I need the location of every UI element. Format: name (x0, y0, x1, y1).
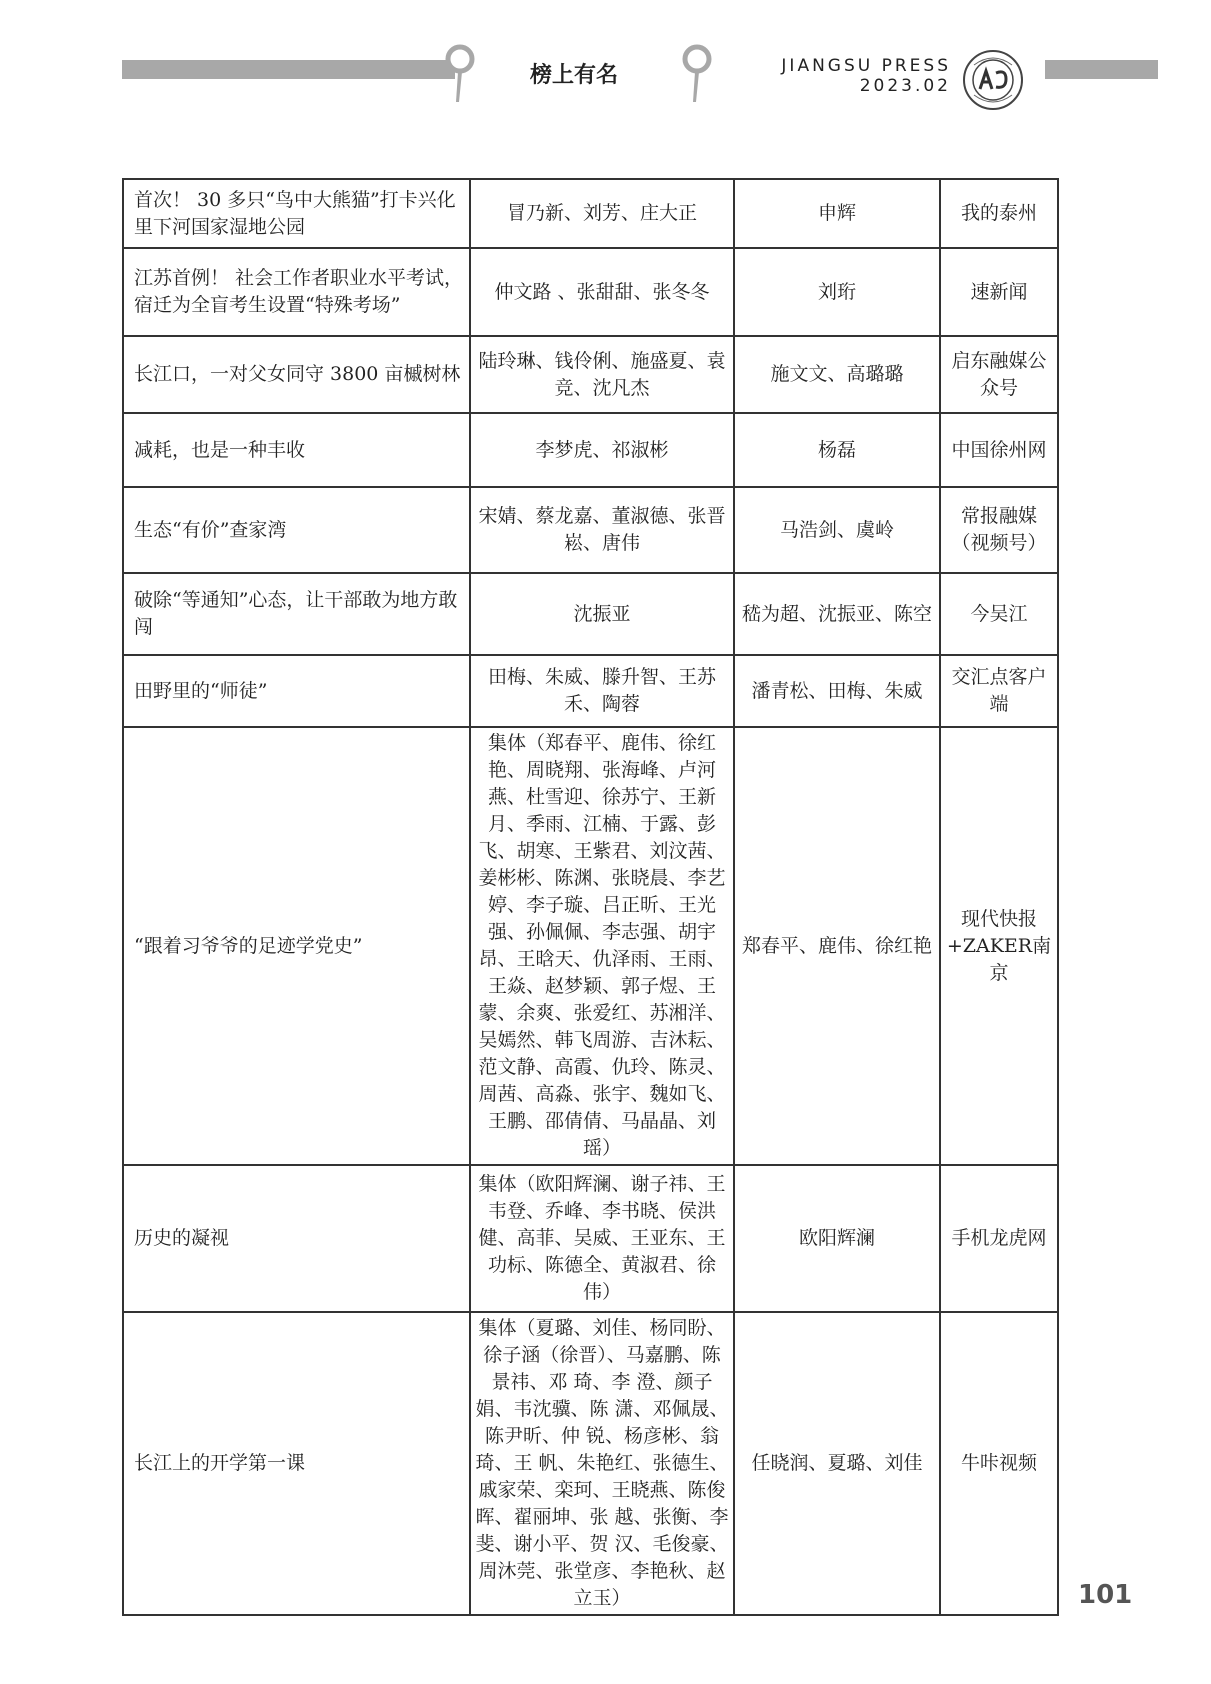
work-title-cell: 田野里的“师徒” (123, 655, 470, 727)
table-row (123, 655, 1058, 727)
section-title: 榜上有名 (530, 63, 619, 88)
table-row (123, 573, 1058, 655)
editors-cell: 刘珩 (734, 248, 940, 336)
editors-cell: 嵇为超、沈振亚、陈空 (734, 573, 940, 655)
work-title-cell: 首次！ 30 多只“鸟中大熊猫”打卡兴化里下河国家湿地公园 (123, 179, 470, 248)
table-row (123, 727, 1058, 1165)
work-title-cell: “跟着习爷爷的足迹学党史” (123, 727, 470, 1165)
publisher-cell: 中国徐州网 (940, 413, 1058, 487)
authors-cell: 宋婧、蔡龙嘉、董淑德、张晋崧、唐伟 (470, 487, 734, 573)
editors-cell: 申辉 (734, 179, 940, 248)
work-title-cell: 长江口，一对父女同守 3800 亩槭树林 (123, 336, 470, 413)
publisher-cell: 交汇点客户端 (940, 655, 1058, 727)
pin-icon-right (682, 44, 712, 106)
editors-cell: 任晓润、夏璐、刘佳 (734, 1312, 940, 1615)
editors-cell: 潘青松、田梅、朱威 (734, 655, 940, 727)
table-row (123, 336, 1058, 413)
editors-cell: 马浩剑、虞岭 (734, 487, 940, 573)
table-row (123, 179, 1058, 248)
journal-seal-logo (962, 49, 1024, 111)
publisher-cell: 牛咔视频 (940, 1312, 1058, 1615)
work-title-cell: 长江上的开学第一课 (123, 1312, 470, 1615)
header-bar-right (1045, 60, 1158, 79)
publisher-cell: 常报融媒（视频号） (940, 487, 1058, 573)
editors-cell: 郑春平、鹿伟、徐红艳 (734, 727, 940, 1165)
brand-name: JIANGSU PRESS (781, 56, 951, 76)
authors-cell: 冒乃新、刘芳、庄大正 (470, 179, 734, 248)
publisher-cell: 我的泰州 (940, 179, 1058, 248)
editors-cell: 杨磊 (734, 413, 940, 487)
table-row (123, 1312, 1058, 1615)
brand-block (746, 56, 951, 96)
work-title-cell: 生态“有价”查家湾 (123, 487, 470, 573)
authors-cell: 集体（欧阳辉澜、谢子祎、王韦登、乔峰、李书晓、侯洪健、高菲、吴威、王亚东、王功标、陈德全、黄淑君、徐伟） (470, 1165, 734, 1312)
work-title-cell: 减耗，也是一种丰收 (123, 413, 470, 487)
authors-cell: 陆玲琳、钱伶俐、施盛夏、袁竞、沈凡杰 (470, 336, 734, 413)
table-row (123, 1165, 1058, 1312)
authors-cell: 仲文路 、张甜甜、张冬冬 (470, 248, 734, 336)
editors-cell: 欧阳辉澜 (734, 1165, 940, 1312)
table-row (123, 248, 1058, 336)
authors-cell: 集体（郑春平、鹿伟、徐红艳、周晓翔、张海峰、卢河燕、杜雪迎、徐苏宁、王新月、季雨、江楠、于露、彭飞、胡寒、王紫君、刘汶茜、姜彬彬、陈渊、张晓晨、李艺婷、李子璇、吕正昕、王光强、孙佩佩、李志强、胡宇昂、王晗天、仇泽雨、王雨、王焱、赵梦颖、郭子煜、王蒙、余爽、张爱红、苏湘洋、吴嫣然、韩飞周游、吉沐耘、范文静、高霞、仇玲、陈灵、周茜、高淼、张宇、魏如飞、王鹏、邵倩倩、马晶晶、刘瑶） (470, 727, 734, 1165)
work-title-cell: 破除“等通知”心态，让干部敢为地方敢闯 (123, 573, 470, 655)
authors-cell: 沈振亚 (470, 573, 734, 655)
authors-cell: 田梅、朱威、滕升智、王苏禾、陶蓉 (470, 655, 734, 727)
editors-cell: 施文文、高璐璐 (734, 336, 940, 413)
award-list-table (122, 178, 1059, 1616)
table-row (123, 487, 1058, 573)
work-title-cell: 江苏首例！ 社会工作者职业水平考试，宿迁为全盲考生设置“特殊考场” (123, 248, 470, 336)
publisher-cell: 手机龙虎网 (940, 1165, 1058, 1312)
table-row (123, 413, 1058, 487)
issue-number: 2023.02 (859, 76, 951, 96)
authors-cell: 李梦虎、祁淑彬 (470, 413, 734, 487)
header-bar-left (122, 60, 455, 79)
publisher-cell: 速新闻 (940, 248, 1058, 336)
publisher-cell: 启东融媒公众号 (940, 336, 1058, 413)
page-number: 101 (1078, 1580, 1133, 1610)
publisher-cell: 现代快报+ZAKER南京 (940, 727, 1058, 1165)
work-title-cell: 历史的凝视 (123, 1165, 470, 1312)
publisher-cell: 今吴江 (940, 573, 1058, 655)
pin-icon-left (445, 44, 475, 106)
authors-cell: 集体（夏璐、刘佳、杨同盼、徐子涵（徐晋）、马嘉鹏、陈景祎、邓 琦、李 澄、颜子娟、韦沈骥、陈 潇、邓佩晟、陈尹昕、仲 锐、杨彦彬、翁 琦、王 帆、朱艳红、张德生、戚家荣、栾珂、王晓燕、陈俊晖、翟丽坤、张 越、张衡、李 斐、谢小平、贺 汉、毛俊豪、周沐莞、张堂彦、李艳秋、赵立玉） (470, 1312, 734, 1615)
